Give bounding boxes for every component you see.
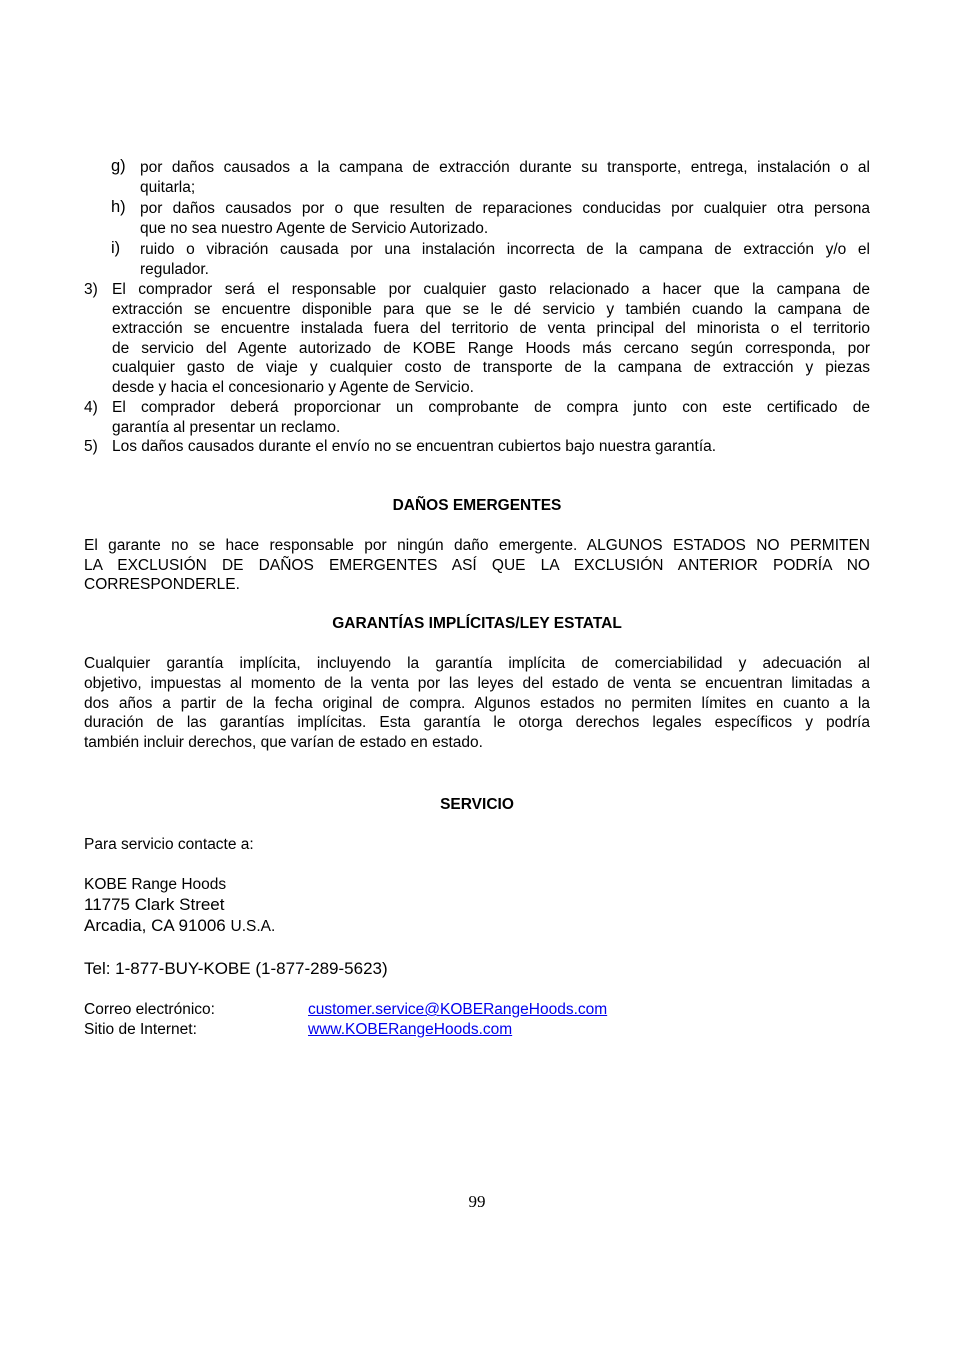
email-label: Correo electrónico: — [84, 1001, 215, 1018]
list-item-i-line2: regulador. — [140, 261, 209, 278]
email-link[interactable]: customer.service@KOBERangeHoods.com — [308, 1001, 608, 1018]
list-item-4-line2: garantía al presentar un reclamo. — [112, 419, 341, 436]
list-item-g-line2: quitarla; — [140, 179, 196, 196]
list-item-3-line4: de servicio del Agente autorizado de KOBE Range Hoods más cercano según corresponda, por — [112, 340, 870, 357]
garantias-paragraph-line5: también incluir derechos, que varían de estado en estado. — [84, 734, 483, 751]
list-item-3-line6: desde y hacia el concesionario y Agente de Servicio. — [112, 379, 474, 396]
section-heading-garantias: GARANTÍAS IMPLÍCITAS/LEY ESTATAL — [332, 615, 622, 632]
section-heading-danos: DAÑOS EMERGENTES — [392, 497, 562, 514]
list-label-4: 4) — [84, 399, 98, 416]
city-state-zip: Arcadia, CA 91006 — [84, 916, 226, 935]
telephone: Tel: 1-877-BUY-KOBE (1-877-289-5623) — [84, 959, 388, 978]
list-label-3: 3) — [84, 281, 98, 298]
garantias-paragraph-line3: dos años a partir de la fecha original de compra. Algunos estados no permiten límites en cuanto a la — [84, 695, 870, 712]
list-label-5: 5) — [84, 438, 98, 455]
contact-intro: Para servicio contacte a: — [84, 836, 254, 853]
list-item-g-line1: por daños causados a la campana de extracción durante su transporte, entrega, instalación o al — [140, 159, 870, 176]
list-item-4-line1: El comprador deberá proporcionar un comprobante de compra junto con este certificado de — [112, 399, 870, 416]
garantias-paragraph-line1: Cualquier garantía implícita, incluyendo la garantía implícita de comerciabilidad y adecuación al — [84, 655, 870, 672]
list-item-h-line1: por daños causados por o que resulten de reparaciones conducidas por cualquier otra persona — [140, 200, 870, 217]
website-label: Sitio de Internet: — [84, 1021, 197, 1038]
list-item-3-line3: extracción se encuentre instalada fuera del territorio de venta principal del minorista o el territorio — [112, 320, 870, 337]
danos-paragraph-line3: CORRESPONDERLE. — [84, 576, 240, 593]
city-address — [84, 915, 275, 937]
page-number: 99 — [468, 1192, 486, 1211]
garantias-paragraph-line2: objetivo, impuestas al momento de la venta por las leyes del estado de venta se encuentran limitadas a — [84, 675, 870, 692]
danos-paragraph-line1: El garante no se hace responsable por ningún daño emergente. ALGUNOS ESTADOS NO PERMITEN — [84, 537, 870, 554]
company-name: KOBE Range Hoods — [84, 876, 227, 893]
list-item-3-line5: cualquier gasto de viaje y cualquier costo de transporte de la campana de extracción y piezas — [112, 359, 870, 376]
list-item-5-line1: Los daños causados durante el envío no se encuentran cubiertos bajo nuestra garantía. — [112, 438, 717, 455]
website-link[interactable]: www.KOBERangeHoods.com — [308, 1021, 513, 1038]
list-item-i-line1: ruido o vibración causada por una instalación incorrecta de la campana de extracción y/o el — [140, 241, 870, 258]
garantias-paragraph-line4: duración de las garantías implícitas. Esta garantía le otorga derechos legales específicos y podría — [84, 714, 870, 731]
street-address: 11775 Clark Street — [84, 895, 225, 914]
list-item-3-line1: El comprador será el responsable por cualquier gasto relacionado a hacer que la campana de — [112, 281, 870, 298]
list-item-h-line2: que no sea nuestro Agente de Servicio Autorizado. — [140, 220, 489, 237]
list-item-3-line2: extracción se encuentre disponible para que se le dé servicio y también cuando la campana de — [112, 301, 870, 318]
list-label-i: i) — [111, 239, 121, 257]
danos-paragraph-line2: LA EXCLUSIÓN DE DAÑOS EMERGENTES ASÍ QUE LA EXCLUSIÓN ANTERIOR PODRÍA NO — [84, 557, 870, 574]
country: U.S.A. — [230, 918, 276, 935]
section-heading-servicio: SERVICIO — [440, 796, 514, 813]
list-label-g: g) — [111, 157, 126, 175]
list-label-h: h) — [111, 198, 126, 216]
